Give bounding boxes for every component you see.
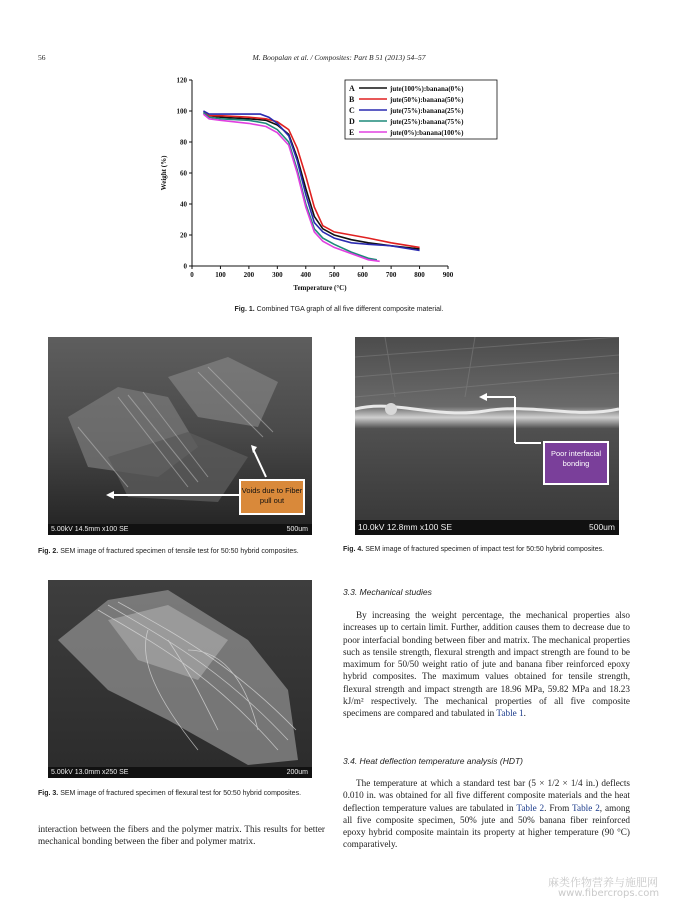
fig3-scalebar-info: 5.00kV 13.0mm x250 SE [51, 769, 129, 776]
fig2-sem-image [48, 337, 312, 535]
fig3-scalebar [48, 767, 312, 778]
legend-letter: A [349, 84, 355, 93]
fig2-caption-text: SEM image of fractured specimen of tensile test for 50:50 hybrid composites. [60, 548, 299, 555]
x-tick-label: 800 [414, 271, 425, 279]
section-3-4-text-b: . From [544, 802, 570, 813]
section-3-3-paragraph [343, 609, 630, 720]
legend-label: jute(25%):banana(75%) [390, 118, 464, 126]
x-tick-label: 100 [215, 271, 226, 279]
fig2-scalebar [48, 524, 312, 535]
section-3-4-text-c: , among all five composite specimen, 50% jute and 50% banana fiber reinforced epoxy hybrid composite maintain its property at higher temperature (90 °C) comparatively. [343, 802, 631, 850]
watermark-cn: 麻类作物营养与施肥网 [548, 876, 658, 889]
watermark-url: www.fibercrops.com [558, 888, 660, 899]
y-tick-label: 80 [180, 138, 187, 147]
section-3-4-paragraph [343, 777, 630, 851]
table-2-link[interactable]: Table 2 [516, 802, 545, 813]
fig1-caption [0, 305, 678, 314]
x-tick-label: 700 [385, 271, 397, 279]
fig4-callout: Poor interfacial bonding [543, 441, 609, 485]
fig3-scalebar-length: 200um [286, 769, 308, 776]
y-tick-label: 0 [183, 262, 187, 271]
table-1-link[interactable]: Table 1 [496, 708, 524, 719]
legend-label: jute(50%):banana(50%) [390, 96, 464, 104]
fig3-caption-text: SEM image of fractured specimen of flexural test for 50:50 hybrid composites. [60, 790, 302, 797]
fig4-caption [343, 545, 639, 554]
section-3-4-text-a: The temperature at which a standard test bar (5 × 1/2 × 1/4 in.) deflects 0.010 in. was obtained for all five different composite materials and the heat deflection temperature values are tabulated in [343, 778, 630, 813]
legend-letter: C [349, 106, 355, 115]
fig2-caption [38, 547, 328, 556]
fig3-fracture-texture [48, 580, 312, 767]
page-number: 56 [38, 53, 46, 62]
fig2-scalebar-length: 500um [286, 526, 308, 533]
fig1-caption-text: Combined TGA graph of all five different composite material. [256, 306, 444, 313]
fig3-caption-label: Fig. 3. [38, 790, 59, 797]
x-tick-label: 0 [190, 271, 194, 279]
fig4-sem-image [355, 337, 619, 535]
fig4-scalebar [355, 520, 619, 535]
y-axis-title: Weight (%) [160, 155, 168, 191]
y-tick-label: 40 [180, 200, 187, 209]
fig3-caption [38, 789, 328, 798]
fig4-caption-text: SEM image of fractured specimen of impact test for 50:50 hybrid composites. [365, 546, 605, 553]
legend-letter: D [349, 117, 355, 126]
fig4-scalebar-info: 10.0kV 12.8mm x100 SE [358, 522, 453, 532]
tga-chart [150, 70, 510, 302]
left-column-paragraph: interaction between the fibers and the polymer matrix. This results for better mechanical bonding between the fiber and polymer matrix. [38, 824, 325, 847]
section-3-4-heading: 3.4. Heat deflection temperature analysis (HDT) [343, 756, 523, 766]
fig4-caption-label: Fig. 4. [343, 546, 364, 553]
legend-letter: E [349, 128, 355, 137]
legend-letter: B [349, 95, 355, 104]
y-tick-label: 60 [180, 169, 187, 178]
section-3-3-tail: . [523, 708, 526, 719]
x-tick-label: 900 [442, 271, 454, 279]
x-axis-title: Temperature (°C) [293, 284, 347, 292]
fig2-callout: Voids due to Fiber pull out [239, 479, 305, 515]
fig2-scalebar-info: 5.00kV 14.5mm x100 SE [51, 526, 129, 533]
x-tick-label: 400 [300, 271, 312, 279]
legend-label: jute(100%):banana(0%) [390, 85, 464, 93]
section-3-3-heading: 3.3. Mechanical studies [343, 587, 432, 597]
y-tick-label: 100 [176, 107, 187, 116]
legend-label: jute(75%):banana(25%) [390, 107, 464, 115]
x-tick-label: 300 [272, 271, 283, 279]
x-tick-label: 200 [243, 271, 255, 279]
x-tick-label: 500 [328, 271, 340, 279]
x-tick-label: 600 [357, 271, 368, 279]
y-tick-label: 20 [180, 231, 187, 240]
table-2-link-second[interactable]: Table 2 [572, 802, 600, 813]
fig4-scalebar-length: 500um [589, 522, 615, 532]
fig2-caption-label: Fig. 2. [38, 548, 59, 555]
fig1-caption-label: Fig. 1. [234, 306, 255, 313]
fig3-sem-image [48, 580, 312, 778]
running-title: M. Boopalan et al. / Composites: Part B 51 (2013) 54–57 [252, 53, 426, 62]
fig4-fracture-texture [355, 337, 619, 520]
section-3-3-text: By increasing the weight percentage, the mechanical properties also increases up to certain limit. Further, addition causes them to decrease due to poor interfacial bonding between fiber and matrix. The mechanical properties such as tensile strength, flexural strength and impact strength are found to be maximum for 50/50 weight ratio of jute and banana fiber reinforced epoxy hybrid composites. The maximum values obtained for tensile strength, flexural strength and impact strength are 18.96 MPa, 59.82 MPa and 18.23 kJ/m² respectively. The mechanical properties of all five composite specimens are compared and tabulated in [343, 610, 630, 719]
legend-label: jute(0%):banana(100%) [390, 129, 464, 137]
y-tick-label: 120 [176, 76, 187, 85]
